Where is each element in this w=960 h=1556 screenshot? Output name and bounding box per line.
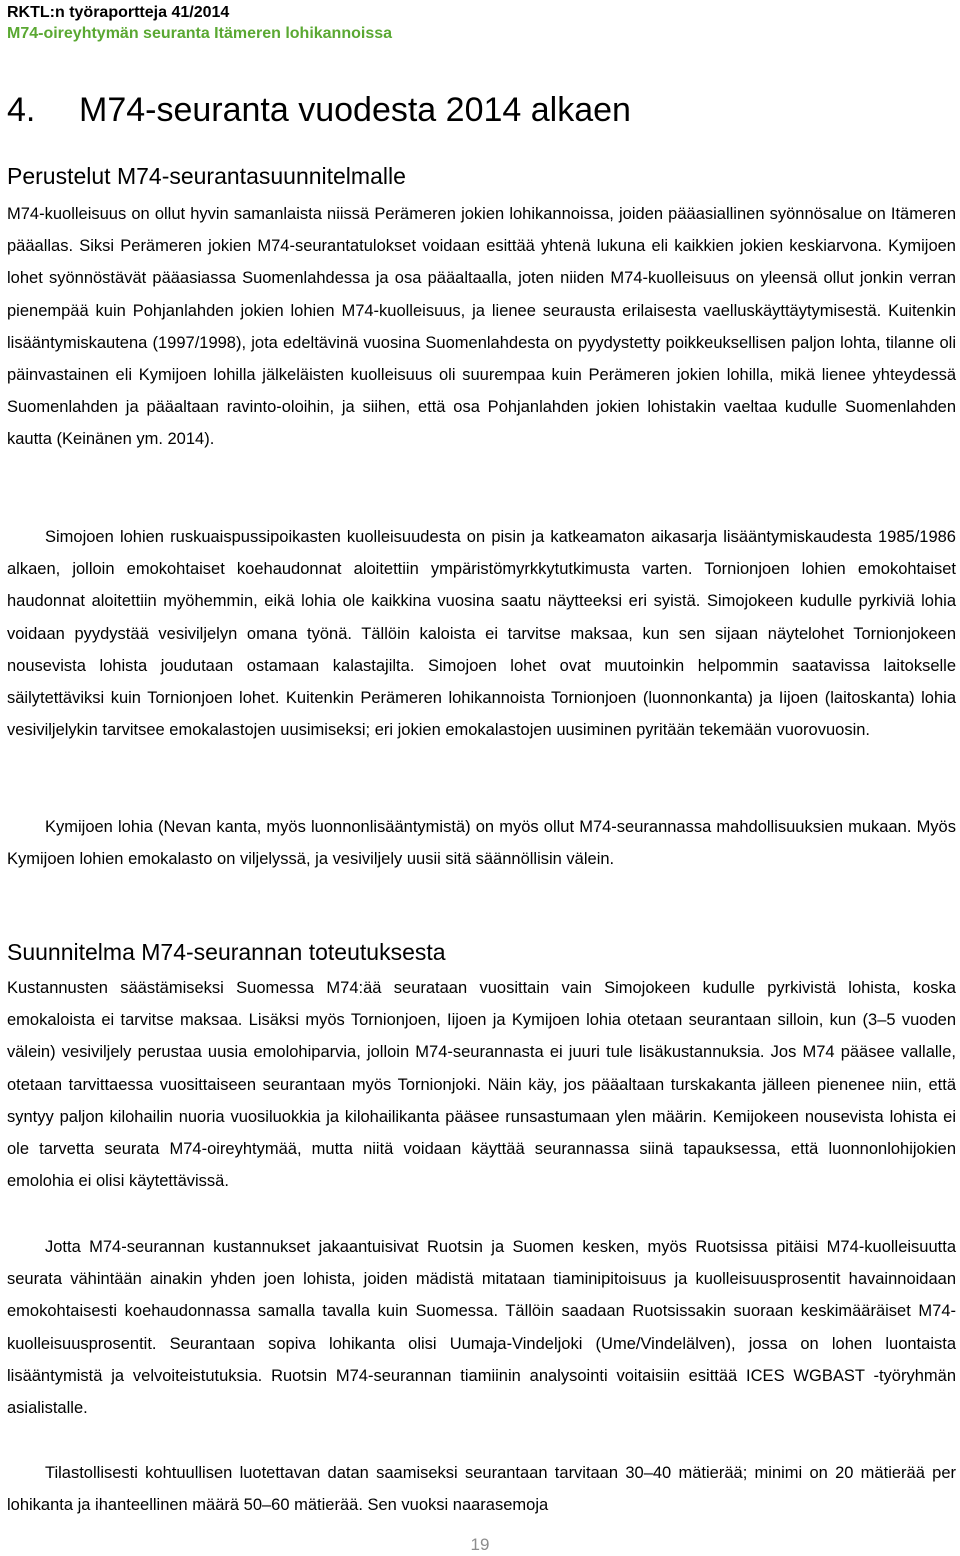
running-header-series: RKTL:n työraportteja 41/2014 [7,4,230,21]
page-number: 19 [470,1535,490,1554]
paragraph: Tilastollisesti kohtuullisen luotettavan datan saamiseksi seurantaan tarvitaan 30–40 mätierää; minimi on 20 mätierää per lohikanta ja ihanteellinen määrä 50–60 mätierää. Sen vuoksi naarasemoja [7,1464,956,1515]
section-heading-perustelut: Perustelut M74-seurantasuunnitelmalle [7,163,406,189]
running-header-report-title: M74-oireyhtymän seuranta Itämeren lohikannoissa [7,25,393,42]
paragraph: Simojoen lohien ruskuaispussipoikasten kuolleisuudesta on pisin ja katkeamaton aikasarja lisääntymiskaudesta 1985/1986 alkaen, jolloin emokohtaiset koehaudonnat aloitettiin ympäristömyrkkytutkimusta varten. Tornionjoen lohien emokohtaiset haudonnat aloitettiin myöhemmin, eikä lohia ole kaikkina vuosina saatu näytteeksi eri syistä. Simojokeen kudulle pyrkiviä lohia voidaan pyydystää vesiviljelyn omana työnä. Tällöin kaloista ei tarvitse maksaa, kun sen sijaan näytelohet Tornionjokeen nousevista lohista joudutaan ostamaan kalastajilta. Simojoen lohet ovat muutoinkin helpommin saatavissa laitokselle säilytettäviksi kuin Tornionjoen lohet. Kuitenkin Perämeren lohikannoista Tornionjoen (luonnonkanta) ja Iijoen (laitoskanta) lohia vesiviljelykin tarvitsee emokalastojen uusimiseksi; eri jokien emokalastojen uusiminen pyritään tekemään vuorovuosin. [7,528,956,740]
paragraph: M74-kuolleisuus on ollut hyvin samanlaista niissä Perämeren jokien lohikannoissa, joiden pääasiallinen syönnösalue on Itämeren pääallas. Siksi Perämeren jokien M74-seurantatulokset voidaan esittää yhtenä lukuna eli kaikkien jokien keskiarvona. Kymijoen lohet syönnöstävät pääasiassa Suomenlahdessa ja osa pääaltaalla, joten niiden M74-kuolleisuus on yleensä ollut jonkin verran pienempää kuin Pohjanlahden jokien lohien M74-kuolleisuus, ja lienee seurausta erilaisesta vaelluskäyttäytymisestä. Kuitenkin lisääntymiskautena (1997/1998), jota edeltävinä vuosina Suomenlahdesta on pyydystetty poikkeuksellisen paljon lohta, tilanne oli päinvastainen eli Kymijoen lohilla jälkeläisten kuolleisuus oli suurempaa kuin Perämeren jokien lohilla, mikä lienee yhteydessä Suomenlahden ja pääaltaan ravinto-oloihin, ja siihen, että osa Pohjanlahden jokien lohistakin vaeltaa kudulle Suomenlahden kautta (Keinänen ym. 2014). [7,205,956,449]
paragraph: Jotta M74-seurannan kustannukset jakaantuisivat Ruotsin ja Suomen kesken, myös Ruotsissa pitäisi M74-kuolleisuutta seurata vähintään ainakin yhden joen lohista, joiden mädistä mitataan tiaminipitoisuus ja kuolleisuusprosentit havainnoidaan emokohtaisesti koehaudonnassa samalla tavalla kuin Suomessa. Tällöin saadaan Ruotsissakin suoraan keskimääräiset M74-kuolleisuusprosentit. Seurantaan sopiva lohikanta olisi Uumaja-Vindeljoki (Ume/Vindelälven), jossa on lohen luontaista lisääntymistä ja velvoiteistutuksia. Ruotsin M74-seurannan tiamiinin analysointi voitaisiin esittää ICES WGBAST -työryhmän asialistalle. [7,1238,956,1418]
paragraph: Kustannusten säästämiseksi Suomessa M74:ää seurataan vuosittain vain Simojokeen kudulle pyrkivistä lohista, koska emokaloista ei tarvitse maksaa. Lisäksi myös Tornionjoen, Iijoen ja Kymijoen lohia otetaan seurantaan silloin, kun (3–5 vuoden välein) vesiviljely perustaa uusia emolohiparvia, jolloin M74-seurannasta ei juuri tule lisäkustannuksia. Jos M74 pääsee vallalle, otetaan tarvittaessa vuosittaiseen seurantaan myös Tornionjoki. Näin käy, jos pääaltaan turskakanta jälleen pienenee niin, että syntyy paljon kilohailin nuoria vuosiluokkia ja kilohailikanta pääsee runsastumaan ylen määrin. Kemijokeen nousevista lohista ei ole tarvetta seurata M74-oireyhtymää, mutta niitä voidaan käyttää seurannassa siinä tapauksessa, että luonnonlohijokien emolohia ei olisi käytettävissä. [7,979,956,1191]
paragraph: Kymijoen lohia (Nevan kanta, myös luonnonlisääntymistä) on myös ollut M74-seurannassa mahdollisuuksien mukaan. Myös Kymijoen lohien emokalasto on viljelyssä, ja vesiviljely uusii sitä säännöllisin välein. [7,818,956,869]
chapter-heading [7,88,631,132]
section-heading-suunnitelma: Suunnitelma M74-seurannan toteutuksesta [7,939,446,965]
chapter-number: 4. [7,91,36,129]
chapter-title: M74-seuranta vuodesta 2014 alkaen [79,91,631,129]
